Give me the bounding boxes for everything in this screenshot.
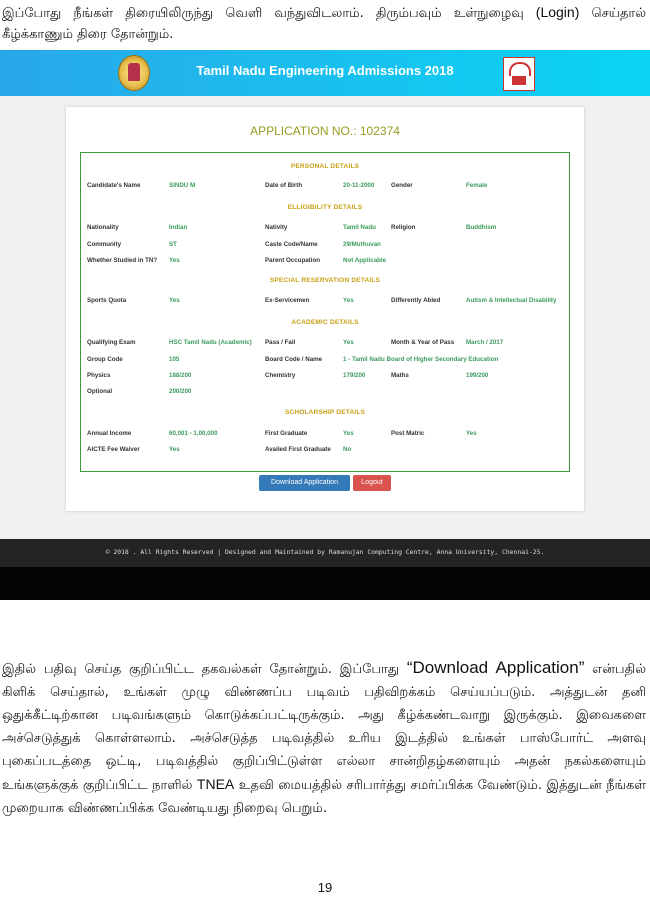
first-graduate-label: First Graduate [265, 430, 308, 437]
download-application-quote: “Download Application” [406, 658, 585, 677]
download-application-button[interactable]: Download Application [259, 475, 350, 491]
availed-first-graduate-label: Availed First Graduate [265, 446, 331, 453]
physics-label: Physics [87, 372, 111, 379]
first-graduate-value: Yes [343, 430, 354, 437]
pass-fail-label: Pass / Fail [265, 339, 296, 346]
physics-value: 188/200 [169, 372, 192, 379]
month-year-label: Month & Year of Pass [391, 339, 455, 346]
intro-paragraph [2, 2, 646, 45]
anna-university-logo [503, 57, 535, 91]
pass-fail-value: Yes [343, 339, 354, 346]
ex-servicemen-label: Ex-Servicemen [265, 297, 310, 304]
body-text-2: என்பதில் கிளிக் செய்தால், உங்கள் முழு விண்ணப்ப படிவம் பதிவிறக்கம் செய்யப்படும். அத்துடன் தனி ஒதுக்கீட்டிற்கான படிவங்களும் கொடுக்கப்பட்டிருக்கும். அது கீழ்க்கண்டவாறு இருக்கும். இவைகளை அச்செடுத்துக் கொள்ளலாம். அச்செடுத்த படிவத்தில் உரிய இடத்தில் உங்கள் பாஸ்போர்ட் அளவு புகைப்படத்தை ஒட்டி, படிவத்தில் குறிப்பிட்டுள்ள எல்லா சான்றிதழ்களையும் அதன் நகல்களையும் உங்களுக்குக் குறிப்பிட்ட நாளில் [2, 662, 646, 793]
religion-value: Buddhism [466, 224, 497, 231]
annual-income-value: 60,001 - 1,00,000 [169, 430, 218, 437]
page-number: 19 [317, 880, 333, 895]
intro-login-text: (Login) [535, 4, 580, 20]
application-card [66, 107, 584, 511]
body-text-3: உதவி மையத்தில் சரிபார்த்து சமர்ப்பிக்க வேண்டும். இத்துடன் நீங்கள் முறையாக விண்ணப்பிக்க வேண்டியது நிறைவு பெறும். [2, 778, 646, 816]
board-value: 1 - Tamil Nadu Board of Higher Secondary Education [343, 356, 499, 363]
ex-servicemen-value: Yes [343, 297, 354, 304]
board-label: Board Code / Name [265, 356, 323, 363]
maths-value: 199/200 [466, 372, 489, 379]
intro-text-2: செய்தால் கீழ்க்காணும் திரை தோன்றும். [2, 6, 647, 42]
qualifying-exam-label: Qualifying Exam [87, 339, 136, 346]
caste-label: Caste Code/Name [265, 241, 318, 248]
section-academic: ACADEMIC DETAILS [291, 319, 359, 326]
post-matric-value: Yes [466, 430, 477, 437]
aicte-fee-waiver-value: Yes [169, 446, 180, 453]
tnea-text: TNEA [196, 776, 235, 792]
nativity-value: Tamil Nadu [343, 224, 376, 231]
sports-quota-value: Yes [169, 297, 180, 304]
differently-abled-label: Differently Abled [391, 297, 441, 304]
body-text-1: இதில் பதிவு செய்த குறிப்பிட்ட தகவல்கள் தோன்றும். இப்போது [2, 662, 407, 677]
group-code-label: Group Code [87, 356, 123, 363]
nativity-label: Nativity [265, 224, 288, 231]
chemistry-value: 179/200 [343, 372, 366, 379]
optional-value: 200/200 [169, 388, 192, 395]
section-reservation: SPECIAL RESERVATION DETAILS [269, 277, 381, 284]
gender-label: Gender [391, 182, 413, 189]
availed-first-graduate-value: No [343, 446, 352, 453]
community-label: Community [87, 241, 122, 248]
maths-label: Maths [391, 372, 409, 379]
studied-in-tn-value: Yes [169, 257, 180, 264]
intro-text-1: இப்போது நீங்கள் திரையிலிருந்து வெளி வந்துவிடலாம். திரும்பவும் உள்நுழைவு [2, 6, 536, 21]
gender-value: Female [466, 182, 488, 189]
portal-footer [0, 539, 650, 567]
chemistry-label: Chemistry [265, 372, 296, 379]
qualifying-exam-value: HSC Tamil Nadu (Academic) [169, 339, 252, 346]
aicte-fee-waiver-label: AICTE Fee Waiver [87, 446, 140, 453]
nationality-value: Indian [169, 224, 188, 231]
candidate-name-value: SINDU M [169, 182, 196, 189]
optional-label: Optional [87, 388, 113, 395]
parent-occupation-value: Not Applicable [343, 257, 387, 264]
portal-header [0, 50, 650, 96]
dob-label: Date of Birth [265, 182, 303, 189]
parent-occupation-label: Parent Occupation [265, 257, 321, 264]
religion-label: Religion [391, 224, 416, 231]
details-box [80, 152, 570, 472]
logout-button[interactable]: Logout [353, 475, 391, 491]
nationality-label: Nationality [87, 224, 119, 231]
dob-value: 20-11-2000 [343, 182, 375, 189]
portal-footer-bar [0, 567, 650, 600]
caste-value: 29/Muthuvan [343, 241, 381, 248]
body-paragraph [2, 656, 646, 820]
section-scholarship: SCHOLARSHIP DETAILS [284, 409, 366, 416]
section-personal: PERSONAL DETAILS [290, 163, 360, 170]
candidate-name-label: Candidate's Name [87, 182, 141, 189]
portal-title: Tamil Nadu Engineering Admissions 2018 [196, 63, 454, 78]
post-matric-label: Post Matric [391, 430, 425, 437]
sports-quota-label: Sports Quota [87, 297, 127, 304]
month-year-value: March / 2017 [466, 339, 504, 346]
community-value: ST [169, 241, 177, 248]
footer-copyright: © 2018 . All Rights Reserved | Designed and Maintained by Ramanujan Computing Centre, Anna University, Chennai-25. [105, 548, 545, 556]
differently-abled-value: Autism & Intellectual Disability [466, 297, 557, 304]
portal-screenshot [0, 50, 650, 600]
section-eligibility: ELLIGIBILITY DETAILS [287, 204, 363, 211]
studied-in-tn-label: Whether Studied in TN? [87, 257, 158, 264]
application-number: APPLICATION NO.: 102374 [250, 124, 400, 138]
annual-income-label: Annual Income [87, 430, 132, 437]
group-code-value: 105 [169, 356, 180, 363]
